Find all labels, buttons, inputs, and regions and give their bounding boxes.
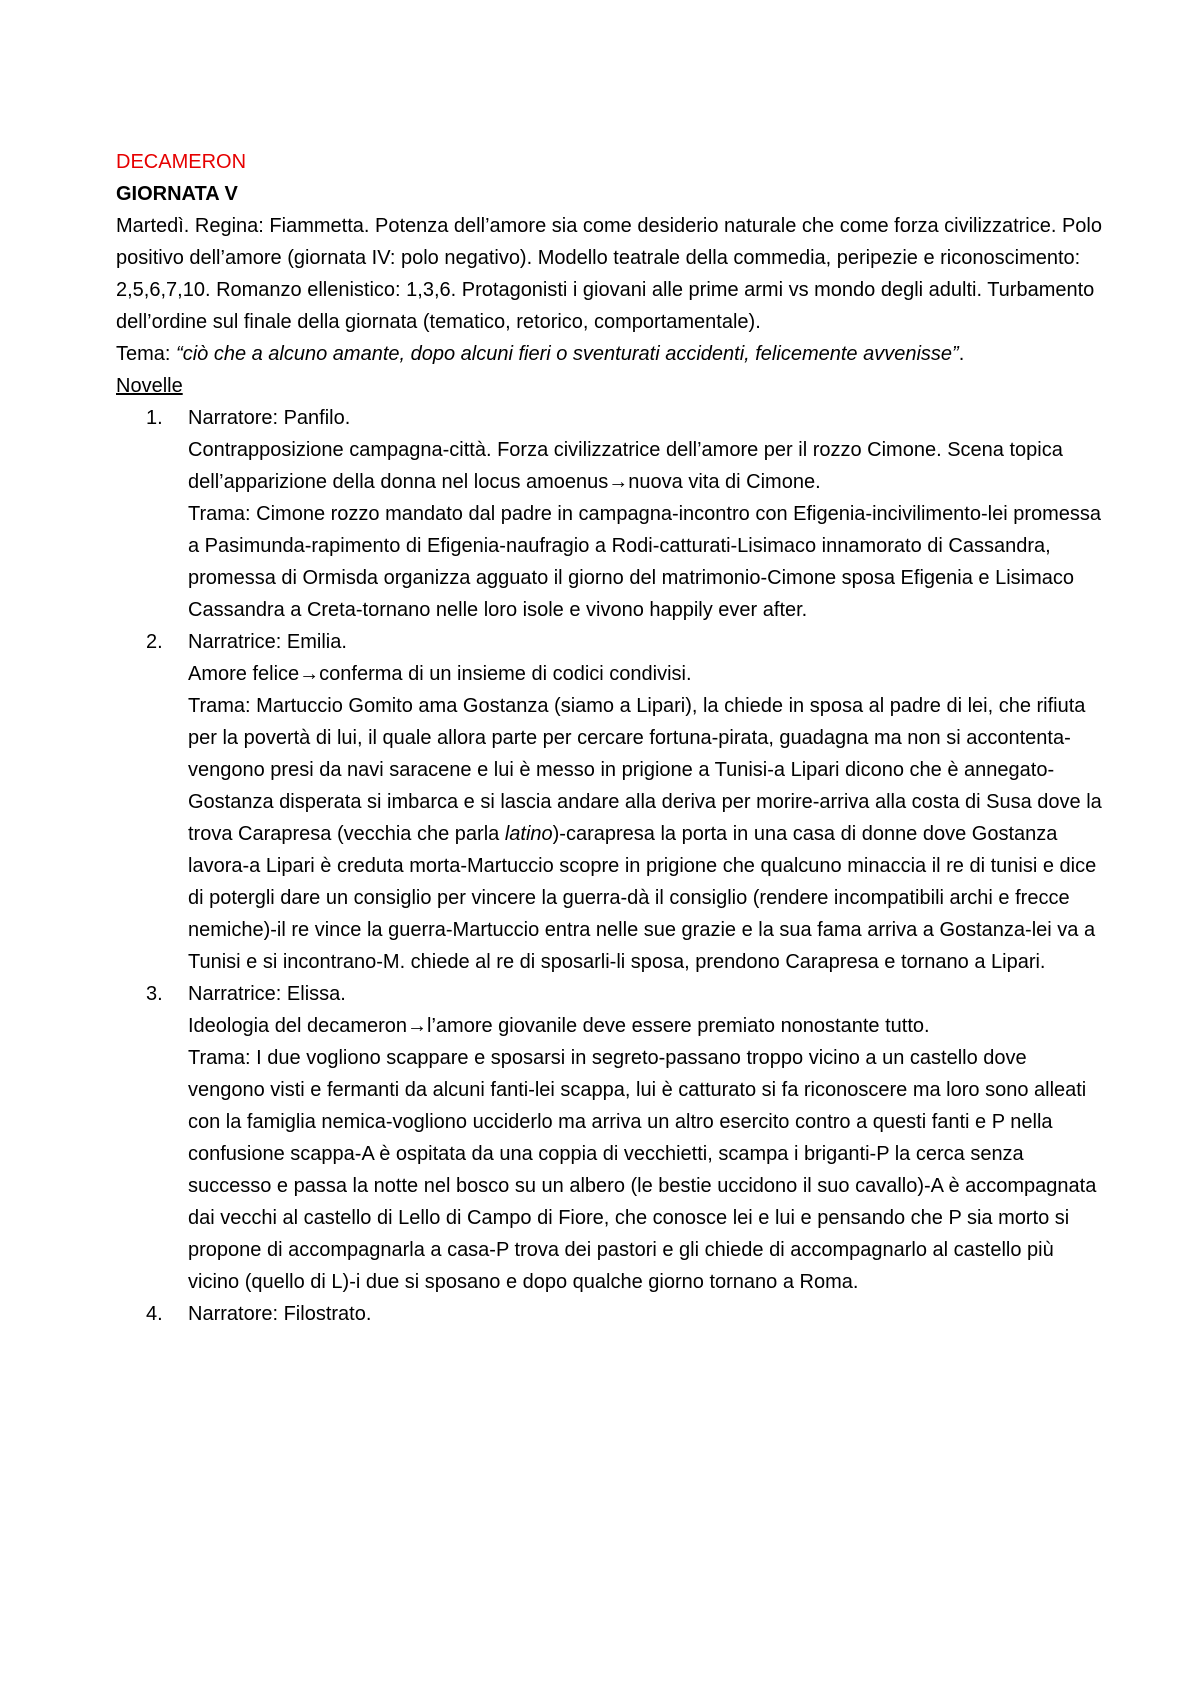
summary-text-a: Amore felice <box>188 663 300 685</box>
novella-item-4 <box>116 1298 1106 1330</box>
trama-text-a: Trama: Martuccio Gomito ama Gostanza (siamo a Lipari), la chiede in sposa al padre di lei, che rifiuta per la povertà di lui, il quale allora parte per cercare fortuna-pirata, guadagna ma non si accontenta-vengono presi da navi saracene e lui è messo in prigione a Tunisi-a Lipari dicono che è annegato-Gostanza disperata si imbarca e si lascia andare alla deriva per morire-arriva alla costa di Susa dove la trova Carapresa (vecchia che parla <box>188 695 1102 845</box>
summary-text-b: nuova vita di Cimone. <box>628 471 821 493</box>
novella-item-2 <box>116 626 1106 978</box>
novella-item-1 <box>116 402 1106 626</box>
novelle-list <box>116 402 1106 1330</box>
novelle-heading: Novelle <box>116 375 183 397</box>
novella-trama <box>188 690 1106 978</box>
tema-paragraph <box>116 338 1106 370</box>
summary-text-b: conferma di un insieme di codici condivisi. <box>319 663 692 685</box>
novella-summary <box>188 658 1106 690</box>
novella-narrator: Narratore: Panfilo. <box>188 407 351 429</box>
giornata-heading: GIORNATA V <box>116 183 238 205</box>
trama-italic-word: latino <box>504 823 553 845</box>
novella-narrator: Narratrice: Emilia. <box>188 631 347 653</box>
arrow-right-icon: → <box>299 663 320 685</box>
novella-summary <box>188 1010 1106 1042</box>
novella-summary <box>188 434 1106 498</box>
novella-trama: Trama: I due vogliono scappare e sposarsi in segreto-passano troppo vicino a un castello dove vengono visti e fermanti da alcuni fanti-lei scappa, lui è catturato si fa riconoscere ma loro sono alleati con la famiglia nemica-vogliono ucciderlo ma arriva un altro esercito contro a questi fanti e P nella confusione scappa-A è ospitata da una coppia di vecchietti, scampa i briganti-P la cerca senza successo e passa la notte nel bosco su un albero (le bestie uccidono il suo cavallo)-A è accompagnata dai vecchi al castello di Lello di Campo di Fiore, che conosce lei e lui e pensando che P sia morto si propone di accompagnarla a casa-P trova dei pastori e gli chiede di accompagnarlo al castello più vicino (quello di L)-i due si sposano e dopo qualche giorno tornano a Roma. <box>188 1047 1097 1293</box>
arrow-right-icon: → <box>608 471 629 493</box>
novella-narrator: Narratore: Filostrato. <box>188 1303 372 1325</box>
intro-paragraph: Martedì. Regina: Fiammetta. Potenza dell’amore sia come desiderio naturale che come forza civilizzatrice. Polo positivo dell’amore (giornata IV: polo negativo). Modello teatrale della commedia, peripezie e riconoscimento: 2,5,6,7,10. Romanzo ellenistico: 1,3,6. Protagonisti i giovani alle prime armi vs mondo degli adulti. Turbamento dell’ordine sul finale della giornata (tematico, retorico, comportamentale). <box>116 215 1102 333</box>
document-page <box>116 146 1106 1330</box>
tema-quote: “ciò che a alcuno amante, dopo alcuni fieri o sventurati accidenti, felicemente avvenisse” <box>176 343 959 365</box>
document-title: DECAMERON <box>116 151 247 173</box>
tema-end: . <box>958 343 965 365</box>
summary-text-a: Contrapposizione campagna-città. Forza civilizzatrice dell’amore per il rozzo Cimone. Scena topica dell’apparizione della donna nel locus amoenus <box>188 439 1063 493</box>
trama-text-b: )-carapresa la porta in una casa di donne dove Gostanza lavora-a Lipari è creduta morta-Martuccio scopre in prigione che qualcuno minaccia il re di tunisi e dice di potergli dare un consiglio per vincere la guerra-dà il consiglio (rendere incompatibili archi e frecce nemiche)-il re vince la guerra-Martuccio entra nelle sue grazie e la sua fama arriva a Gostanza-lei va a Tunisi e si incontrano-M. chiede al re di sposarli-li sposa, prendono Carapresa e tornano a Lipari. <box>188 823 1097 973</box>
novella-number: 4. <box>146 1303 163 1325</box>
tema-label: Tema: <box>116 343 177 365</box>
arrow-right-icon: → <box>407 1015 428 1037</box>
novella-trama: Trama: Cimone rozzo mandato dal padre in campagna-incontro con Efigenia-incivilimento-lei promessa a Pasimunda-rapimento di Efigenia-naufragio a Rodi-catturati-Lisimaco innamorato di Cassandra, promessa di Ormisda organizza agguato il giorno del matrimonio-Cimone sposa Efigenia e Lisimaco Cassandra a Creta-tornano nelle loro isole e vivono happily ever after. <box>188 503 1102 621</box>
summary-text-b: l’amore giovanile deve essere premiato nonostante tutto. <box>427 1015 930 1037</box>
novella-number: 3. <box>146 983 163 1005</box>
novella-number: 2. <box>146 631 163 653</box>
novella-narrator: Narratrice: Elissa. <box>188 983 346 1005</box>
summary-text-a: Ideologia del decameron <box>188 1015 408 1037</box>
novella-item-3 <box>116 978 1106 1298</box>
novella-number: 1. <box>146 407 163 429</box>
